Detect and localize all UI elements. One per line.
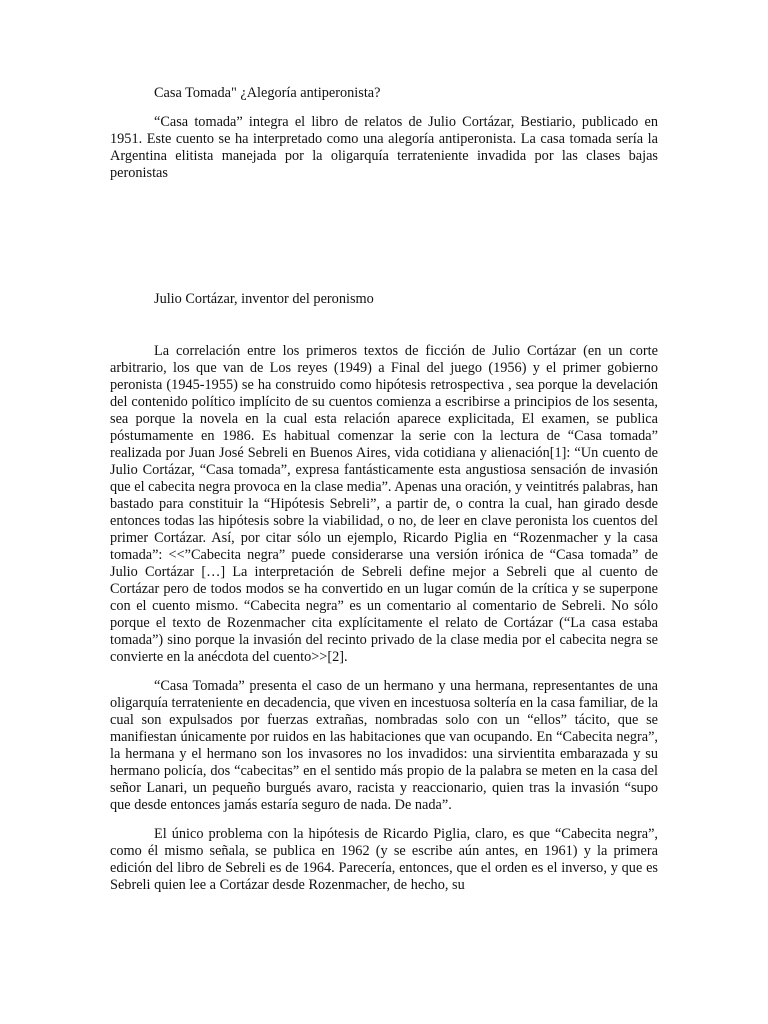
- body-paragraph: La correlación entre los primeros textos de ficción de Julio Cortázar (en un corte arbitrario, los que van de Los reyes (1949) a Final del juego (1956) y el primer gobierno peronista (1945-1955) se ha construido como hipótesis retrospectiva , sea porque la develación del contenido político implícito de su cuentos comienza a escribirse a principios de los sesenta, sea porque la novela en la cual esta relación aparece explicitada, El examen, se publica póstumamente en 1986. Es habitual comenzar la serie con la lectura de “Casa tomada” realizada por Juan José Sebreli en Buenos Aires, vida cotidiana y alienación[1]: “Un cuento de Julio Cortázar, “Casa tomada”, expresa fantásticamente esta angustiosa sensación de invasión que el cabecita negra provoca en la clase media”. Apenas una oración, y veintitrés palabras, han bastado para constituir la “Hipótesis Sebreli”, a partir de, o contra la cual, han girado desde entonces todas las hipótesis sobre la viabilidad, o no, de leer en clave peronista los cuentos del primer Cortázar. Así, por citar sólo un ejemplo, Ricardo Piglia en “Rozenmacher y la casa tomada”: <<”Cabecita negra” puede considerarse una versión irónica de “Casa tomada” de Julio Cortázar […] La interpretación de Sebreli define mejor a Sebreli que al cuento de Cortázar pero de todos modos se ha convertido en un lugar común de la crítica y se superpone con el cuento mismo. “Cabecita negra” es un comentario al comentario de Sebreli. No sólo porque el texto de Rozenmacher cita explícitamente el relato de Cortázar (“La casa estaba tomada”) sino porque la invasión del recinto privado de la clase media por el cabecita negra se convierte en la anécdota del cuento>>[2].: [110, 343, 658, 665]
- section-heading: Julio Cortázar, inventor del peronismo: [154, 291, 374, 307]
- intro-paragraph: “Casa tomada” integra el libro de relatos de Julio Cortázar, Bestiario, publicado en 1951. Este cuento se ha interpretado como una alegoría antiperonista. La casa tomada sería la Argentina elitista manejada por la oligarquía terrateniente invadida por las clases bajas peronistas: [110, 114, 658, 181]
- article-title: Casa Tomada" ¿Alegoría antiperonista?: [154, 85, 381, 101]
- document-page: [110, 85, 658, 894]
- body-paragraph: “Casa Tomada” presenta el caso de un hermano y una hermana, representantes de una oligarquía terrateniente en decadencia, que viven en incestuosa soltería en la casa familiar, de la cual son expulsados por fuerzas extrañas, nombradas solo con un “ellos” tácito, que se manifiestan únicamente por ruidos en las habitaciones que van ocupando. En “Cabecita negra”, la hermana y el hermano son los invasores no los invadidos: una sirvientita embarazada y su hermano policía, dos “cabecitas” en el sentido más propio de la palabra se meten en la casa del señor Lanari, un pequeño burgués avaro, racista y reaccionario, quien tras la invasión “supo que desde entonces jamás estaría seguro de nada. De nada”.: [110, 678, 659, 813]
- body-paragraph: El único problema con la hipótesis de Ricardo Piglia, claro, es que “Cabecita negra”, como él mismo señala, se publica en 1962 (y se escribe aún antes, en 1961) y la primera edición del libro de Sebreli es de 1964. Parecería, entonces, que el orden es el inverso, y que es Sebreli quien lee a Cortázar desde Rozenmacher, de hecho, su: [110, 826, 658, 893]
